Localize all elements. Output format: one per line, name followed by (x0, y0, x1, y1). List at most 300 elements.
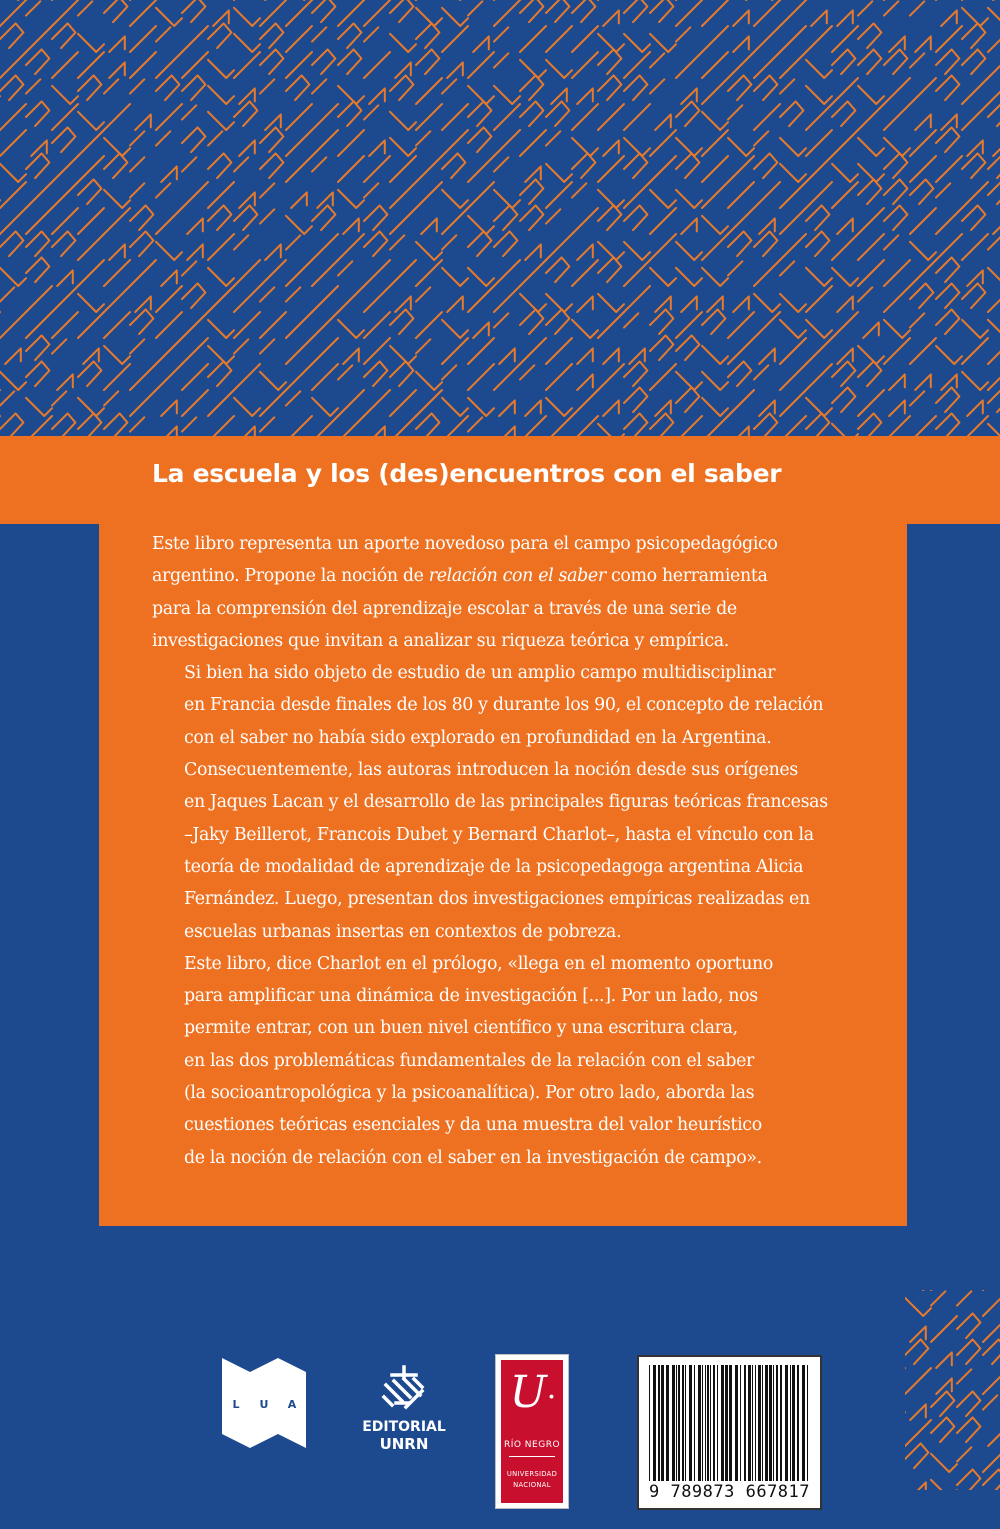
maze-stroke (988, 235, 1000, 249)
barcode-bar (666, 1365, 669, 1481)
maze-stroke (936, 283, 959, 308)
maze-stroke (832, 26, 858, 52)
maze-stroke (910, 242, 936, 260)
maze-stroke (494, 130, 520, 156)
maze-stroke (312, 312, 338, 338)
text-line: de la noción de relación con el saber en la investigación de campo». (184, 1147, 762, 1168)
maze-stroke (780, 364, 806, 390)
text-line: con el saber no había sido explorado en profundidad en la Argentina. (184, 727, 772, 748)
maze-stroke (702, 52, 728, 78)
maze-stroke (291, 192, 307, 208)
barcode-bar (780, 1365, 782, 1481)
maze-stroke (468, 156, 494, 182)
maze-stroke (577, 88, 593, 104)
maze-stroke (5, 348, 21, 364)
maze-stroke (603, 400, 619, 416)
maze-stroke (390, 309, 413, 334)
maze-stroke (702, 268, 728, 286)
maze-stroke (156, 75, 179, 100)
maze-stroke (520, 0, 543, 22)
maze-stroke (702, 182, 728, 208)
maze-stroke (390, 182, 416, 208)
maze-stroke (520, 365, 534, 379)
maze-stroke (624, 153, 647, 178)
editorial-unrn-logo (358, 1363, 450, 1455)
maze-stroke (941, 374, 957, 390)
maze-stroke (910, 1326, 926, 1342)
maze-stroke (806, 156, 832, 182)
maze-stroke (78, 234, 104, 260)
maze-stroke (988, 1430, 1000, 1446)
maze-stroke (130, 0, 156, 26)
maze-stroke (676, 153, 699, 178)
maze-stroke (26, 182, 52, 208)
maze-stroke (416, 156, 442, 182)
maze-stroke (338, 156, 364, 182)
maze-stroke (733, 36, 749, 52)
barcode-bar (762, 1365, 763, 1481)
maze-stroke (0, 372, 26, 390)
maze-stroke (286, 52, 312, 78)
maze-stroke (962, 205, 985, 230)
maze-stroke (338, 320, 364, 338)
maze-stroke (780, 390, 806, 416)
maze-stroke (936, 387, 959, 412)
barcode-bar (713, 1365, 715, 1481)
maze-stroke (416, 312, 442, 338)
maze-stroke (156, 8, 182, 26)
maze-stroke (364, 205, 387, 230)
maze-stroke (182, 26, 208, 52)
maze-stroke (520, 205, 543, 230)
maze-stroke (546, 26, 572, 52)
maze-stroke (577, 374, 593, 390)
maze-stroke (0, 104, 26, 130)
maze-stroke (546, 309, 569, 334)
maze-stroke (676, 52, 702, 78)
maze-stroke (130, 364, 156, 390)
maze-stroke (520, 260, 546, 286)
barcode-bar (802, 1365, 805, 1481)
maze-stroke (624, 361, 647, 386)
emphasis-term: relación con el saber (428, 566, 606, 587)
barcode-bar (682, 1365, 684, 1481)
maze-stroke (286, 287, 300, 301)
maze-stroke (702, 216, 728, 234)
maze-stroke (260, 0, 286, 26)
maze-stroke (650, 79, 664, 93)
maze-stroke (156, 52, 182, 78)
university-mark: U· (509, 1367, 557, 1418)
text-line: en las dos problemáticas fundamentales de la relación con el saber (184, 1050, 755, 1071)
maze-stroke (780, 79, 794, 93)
maze-stroke (312, 49, 335, 74)
barcode-bar (773, 1365, 774, 1481)
maze-stroke (598, 75, 621, 100)
maze-stroke (655, 296, 671, 312)
barcode-bar (678, 1365, 680, 1481)
maze-stroke (728, 105, 742, 119)
maze-stroke (884, 235, 898, 249)
maze-stroke (182, 182, 208, 208)
maze-stroke (0, 312, 26, 338)
maze-stroke (208, 390, 234, 416)
maze-stroke (759, 400, 775, 416)
maze-stroke (0, 391, 14, 405)
maze-stroke (156, 131, 170, 145)
maze-stroke (187, 218, 203, 234)
maze-stroke (395, 296, 411, 312)
maze-stroke (286, 75, 309, 100)
maze-stroke (983, 1316, 1000, 1342)
maze-stroke (286, 216, 312, 234)
maze-stroke (286, 391, 300, 405)
maze-stroke (494, 104, 520, 130)
maze-stroke (988, 338, 1000, 364)
maze-stroke (546, 182, 572, 208)
maze-stroke (676, 190, 702, 208)
maze-stroke (52, 156, 78, 182)
text-line: en Jaques Lacan y el desarrollo de las principales figuras teóricas francesas (184, 792, 828, 813)
maze-stroke (52, 312, 78, 338)
maze-stroke (806, 60, 832, 78)
maze-stroke (213, 10, 229, 26)
maze-stroke (624, 0, 647, 22)
maze-stroke (130, 52, 156, 78)
maze-stroke (988, 179, 1000, 204)
maze-stroke (572, 183, 586, 197)
maze-stroke (655, 400, 671, 416)
maze-stroke (905, 1298, 931, 1316)
maze-stroke (806, 320, 832, 338)
maze-stroke (983, 1469, 1000, 1490)
maze-stroke (442, 190, 468, 208)
maze-stroke (130, 79, 144, 93)
maze-stroke (0, 164, 26, 182)
maze-stroke (364, 338, 390, 364)
maze-stroke (390, 138, 416, 156)
barcode-bar (717, 1365, 718, 1481)
barcode-bar (765, 1365, 768, 1481)
maze-stroke (754, 413, 777, 438)
maze-pattern (0, 0, 1000, 440)
text-line: para la comprensión del aprendizaje escolar a través de una serie de (152, 598, 737, 619)
maze-stroke (806, 231, 829, 256)
maze-stroke (494, 27, 508, 41)
maze-stroke (905, 1339, 928, 1364)
maze-stroke (499, 400, 515, 416)
maze-stroke (993, 140, 1000, 156)
barcode-bar (694, 1365, 695, 1481)
maze-stroke (983, 1446, 1000, 1472)
maze-stroke (702, 26, 728, 52)
maze-stroke (494, 205, 517, 230)
maze-stroke (806, 286, 832, 312)
maze-stroke (369, 88, 385, 104)
barcode-bar (705, 1365, 706, 1481)
maze-stroke (837, 10, 853, 26)
maze-stroke (364, 390, 390, 416)
maze-stroke (52, 231, 75, 256)
maze-stroke (832, 387, 855, 412)
maze-stroke (104, 286, 130, 312)
maze-stroke (702, 130, 728, 156)
maze-stroke (182, 105, 196, 119)
maze-stroke (520, 26, 546, 52)
maze-stroke (468, 268, 494, 286)
maze-stroke (957, 1469, 980, 1490)
maze-stroke (577, 348, 593, 364)
maze-stroke (754, 131, 768, 145)
maze-stroke (754, 294, 780, 312)
maze-stroke (962, 104, 988, 130)
maze-stroke (260, 23, 283, 48)
maze-stroke (884, 179, 907, 204)
text-line: cuestiones teóricas esenciales y da una muestra del valor heurístico (184, 1115, 762, 1136)
maze-stroke (780, 138, 806, 156)
maze-stroke (52, 86, 78, 104)
maze-stroke (26, 101, 49, 126)
maze-stroke (494, 364, 520, 390)
barcode-bar (653, 1365, 656, 1481)
maze-stroke (931, 1316, 957, 1342)
maze-stroke (364, 312, 390, 338)
maze-stroke (754, 104, 780, 130)
maze-stroke (182, 0, 205, 22)
maze-stroke (312, 286, 338, 312)
maze-stroke (416, 131, 430, 145)
maze-stroke (364, 260, 390, 286)
maze-stroke (52, 23, 75, 48)
maze-stroke (598, 156, 624, 182)
maze-stroke (967, 140, 983, 156)
maze-stroke (910, 1482, 926, 1490)
maze-stroke (936, 49, 959, 74)
maze-stroke (104, 138, 130, 156)
maze-stroke (624, 34, 650, 52)
maze-stroke (234, 364, 260, 390)
maze-stroke (494, 157, 508, 171)
maze-stroke (442, 365, 456, 379)
maze-stroke (546, 234, 572, 260)
maze-stroke (416, 287, 430, 301)
maze-stroke (234, 398, 260, 416)
maze-stroke (26, 257, 49, 282)
maze-stroke (234, 260, 260, 286)
maze-stroke (546, 0, 569, 22)
maze-stroke (858, 164, 884, 182)
maze-stroke (806, 26, 832, 52)
maze-stroke (650, 268, 676, 286)
maze-stroke (208, 320, 234, 338)
barcode-bar (744, 1365, 746, 1481)
maze-stroke (858, 361, 881, 386)
text-line: investigaciones que invitan a analizar su riqueza teórica y empírica. (152, 630, 729, 651)
maze-stroke (104, 190, 130, 208)
lua-letter-u: U (259, 1398, 269, 1411)
maze-stroke (78, 34, 104, 52)
maze-stroke (957, 1391, 980, 1416)
maze-stroke (546, 364, 572, 390)
maze-stroke (52, 52, 78, 78)
maze-stroke (577, 244, 593, 260)
maze-stroke (338, 234, 364, 260)
maze-stroke (0, 287, 14, 301)
text-line: permite entrar, con un buen nivel científico y una escritura clara, (184, 1018, 738, 1039)
maze-stroke (910, 179, 933, 204)
maze-stroke (390, 156, 416, 182)
maze-stroke (0, 231, 23, 256)
barcode-bar (758, 1365, 761, 1481)
maze-stroke (208, 131, 222, 145)
maze-stroke (525, 400, 541, 416)
maze-stroke (858, 23, 881, 48)
maze-stroke (338, 286, 364, 312)
maze-stroke (936, 257, 959, 282)
maze-stroke (0, 182, 26, 208)
maze-stroke (26, 312, 52, 338)
maze-stroke (837, 218, 853, 234)
maze-stroke (468, 1, 482, 15)
maze-stroke (702, 156, 728, 182)
maze-stroke (780, 320, 806, 338)
maze-stroke (0, 52, 26, 78)
maze-stroke (0, 413, 23, 438)
maze-stroke (962, 153, 985, 178)
maze-stroke (806, 413, 829, 438)
maze-stroke (338, 49, 361, 74)
maze-stroke (468, 216, 494, 234)
maze-stroke (442, 338, 468, 364)
maze-stroke (286, 364, 312, 390)
maze-stroke (312, 27, 326, 41)
maze-stroke (941, 114, 957, 130)
maze-stroke (936, 346, 962, 364)
maze-stroke (650, 309, 673, 334)
maze-stroke (546, 338, 572, 364)
maze-stroke (905, 1443, 928, 1468)
maze-stroke (754, 52, 780, 78)
maze-stroke (468, 101, 491, 126)
maze-stroke (546, 60, 572, 78)
maze-stroke (988, 52, 1000, 78)
maze-stroke (988, 387, 1000, 412)
maze-stroke (936, 183, 950, 197)
maze-stroke (208, 182, 234, 208)
maze-stroke (676, 101, 699, 126)
maze-stroke (910, 208, 936, 234)
isbn-number: 9 789873 667817 (648, 1482, 811, 1502)
maze-stroke (390, 390, 416, 416)
maze-stroke (239, 140, 255, 156)
maze-stroke (572, 390, 598, 416)
maze-stroke (780, 208, 806, 234)
maze-stroke (905, 1420, 931, 1446)
text-line: escuelas urbanas insertas en contextos de pobreza. (184, 921, 622, 942)
maze-stroke (78, 294, 104, 312)
maze-stroke (858, 287, 872, 301)
maze-stroke (884, 49, 907, 74)
maze-stroke (78, 312, 104, 338)
maze-stroke (78, 156, 104, 182)
barcode-bar (790, 1365, 791, 1481)
maze-stroke (889, 374, 905, 390)
maze-stroke (676, 27, 690, 41)
text-line: para amplificar una dinámica de investigación [...]. Por un lado, nos (184, 986, 758, 1007)
maze-stroke (598, 364, 624, 390)
maze-stroke (915, 36, 931, 52)
maze-stroke (182, 312, 208, 338)
paragraph-3 (152, 948, 892, 1174)
maze-stroke (390, 235, 404, 249)
maze-stroke (754, 312, 780, 338)
maze-stroke (811, 10, 827, 26)
maze-stroke (0, 130, 26, 156)
text-line: Fernández. Luego, presentan dos investigaciones empíricas realizadas en (184, 889, 810, 910)
maze-stroke (520, 130, 546, 156)
maze-stroke (135, 296, 151, 312)
maze-stroke (239, 192, 255, 208)
maze-stroke (156, 183, 170, 197)
maze-stroke (78, 75, 101, 100)
barcode-bar (710, 1365, 711, 1481)
maze-stroke (442, 8, 468, 26)
maze-stroke (780, 101, 803, 126)
maze-stroke (598, 257, 621, 282)
barcode-bar (748, 1365, 751, 1481)
maze-stroke (156, 242, 182, 260)
maze-stroke (936, 208, 962, 234)
maze-stroke (78, 208, 104, 234)
maze-stroke (858, 1, 872, 15)
maze-stroke (390, 34, 416, 52)
maze-stroke (260, 372, 286, 390)
maze-stroke (52, 182, 78, 208)
maze-stroke (650, 130, 676, 156)
maze-stroke (135, 114, 151, 130)
maze-stroke (728, 182, 754, 208)
maze-stroke (806, 364, 832, 390)
maze-stroke (208, 268, 234, 286)
maze-stroke (260, 49, 283, 74)
maze-stroke (208, 60, 234, 78)
maze-stroke (546, 209, 560, 223)
maze-stroke (832, 268, 858, 286)
maze-stroke (473, 36, 489, 52)
maze-stroke (52, 413, 75, 438)
maze-stroke (650, 156, 676, 182)
maze-stroke (494, 0, 520, 26)
maze-stroke (364, 156, 390, 182)
maze-stroke (728, 52, 754, 78)
lua-letter-a: A (287, 1398, 297, 1411)
maze-stroke (624, 205, 647, 230)
barcode-bar (698, 1365, 701, 1481)
maze-stroke (728, 231, 751, 256)
maze-stroke (260, 417, 274, 431)
maze-stroke (650, 364, 676, 390)
maze-stroke (442, 268, 468, 286)
maze-stroke (962, 78, 988, 104)
maze-stroke (520, 179, 543, 204)
maze-stroke (104, 208, 130, 234)
maze-stroke (442, 320, 468, 338)
maze-stroke (442, 130, 468, 156)
maze-stroke (187, 244, 203, 260)
maze-stroke (546, 294, 572, 312)
maze-stroke (468, 286, 494, 312)
maze-stroke (312, 79, 326, 93)
